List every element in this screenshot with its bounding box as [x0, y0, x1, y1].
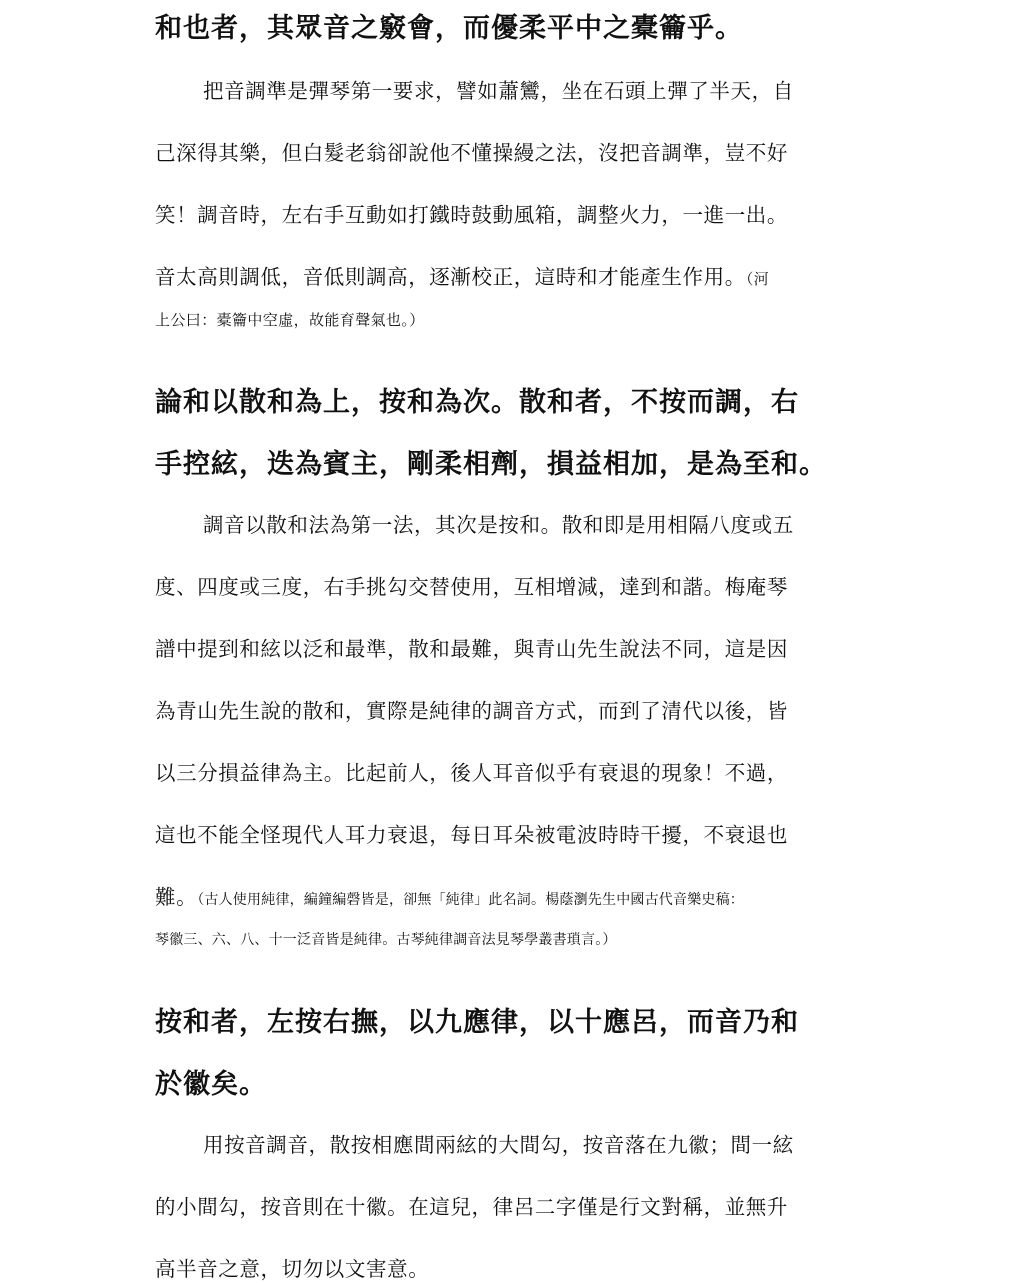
section-heading-3-line-1: 按和者，左按右撫，以九應律，以十應呂，而音乃和 [155, 1007, 799, 1038]
paragraph-line: 度、四度或三度，右手挑勾交替使用，互相增減，達到和諧。梅庵琴 [155, 575, 788, 599]
paragraph-line: 高半音之意，切勿以文害意。 [155, 1257, 430, 1281]
paragraph-text: 音太高則調低，音低則調高，逐漸校正，這時和才能產生作用。 [155, 265, 746, 289]
note-text: （古人使用純律，編鐘編磬皆是，卻無「純律」此名詞。楊蔭瀏先生中國古代音樂史稿： [197, 892, 745, 908]
paragraph-line: 這也不能全怪現代人耳力衰退，每日耳朵被電波時時干擾，不衰退也 [155, 823, 788, 847]
paragraph-line: 調音以散和法為第一法，其次是按和。散和即是用相隔八度或五 [203, 513, 794, 537]
paragraph-line: 用按音調音，散按相應間兩絃的大間勾，按音落在九徽；間一絃 [203, 1133, 794, 1157]
paragraph-line-with-note [155, 260, 769, 290]
note-text: （河 [745, 270, 770, 288]
note-line: 琴徽三、六、八、十一泛音皆是純律。古琴純律調音法見琴學叢書瑣言。） [155, 932, 617, 948]
paragraph-line: 的小間勾，按音則在十徽。在這兒，律呂二字僅是行文對稱，並無升 [155, 1195, 788, 1219]
paragraph-line: 笑！調音時，左右手互動如打鐵時鼓動風箱，調整火力，一進一出。 [155, 203, 788, 227]
note-line: 上公曰：橐籥中空虛，故能育聲氣也。） [155, 311, 425, 329]
paragraph-line: 己深得其樂，但白髮老翁卻說他不懂操縵之法，沒把音調準，豈不好 [155, 141, 788, 165]
section-heading-2-line-1: 論和以散和為上，按和為次。散和者，不按而調，右 [155, 387, 799, 418]
section-heading-2-line-2: 手控絃，迭為賓主，剛柔相劑，損益相加，是為至和。 [155, 449, 827, 480]
paragraph-line: 譜中提到和絃以泛和最準，散和最難，與青山先生說法不同，這是因 [155, 637, 788, 661]
paragraph-line: 把音調準是彈琴第一要求，譬如蕭鸞，坐在石頭上彈了半天，自 [203, 79, 794, 103]
section-heading-3-line-2: 於徽矣。 [155, 1069, 267, 1100]
section-heading-1: 和也者，其眾音之竅會，而優柔平中之橐籥乎。 [155, 13, 743, 44]
paragraph-text: 難。 [155, 885, 198, 909]
paragraph-line: 以三分損益律為主。比起前人，後人耳音似乎有衰退的現象！不過， [155, 761, 788, 785]
paragraph-line-with-note [155, 880, 744, 910]
paragraph-line: 為青山先生說的散和，實際是純律的調音方式，而到了清代以後，皆 [155, 699, 788, 723]
